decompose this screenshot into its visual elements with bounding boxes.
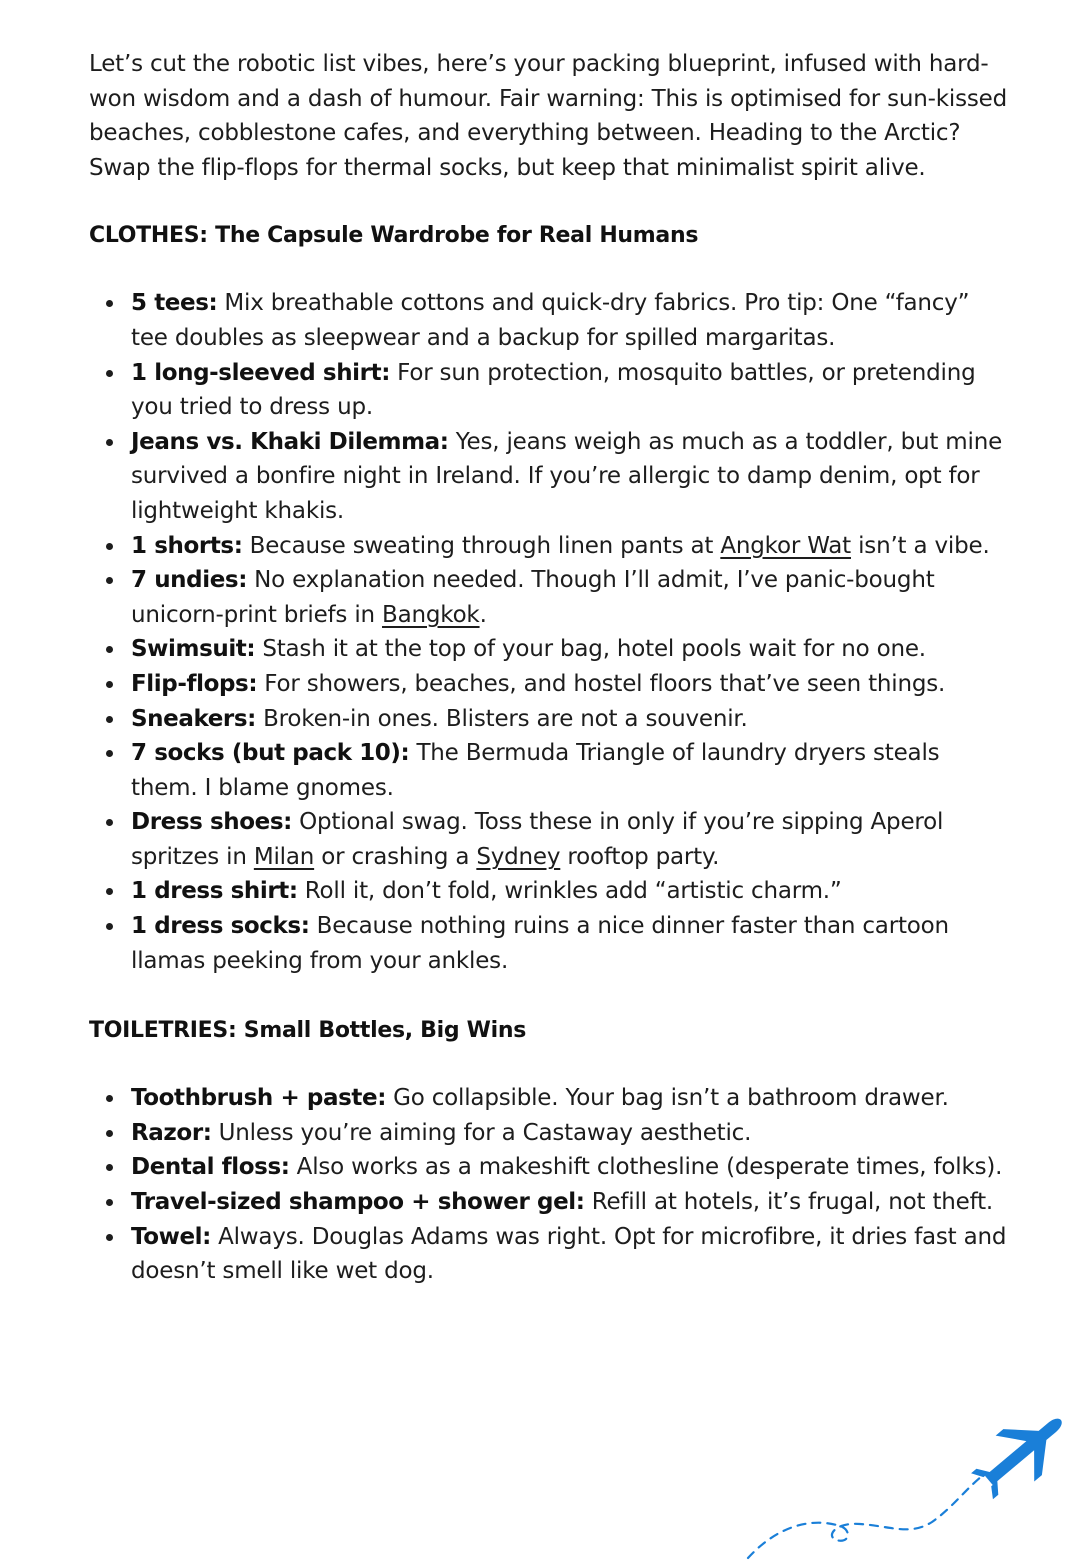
list-item	[131, 702, 1009, 737]
list-item	[131, 736, 1009, 805]
item-text: For sun protection, mosquito battles, or pretending you tried to dress up.	[131, 359, 976, 421]
list-item	[131, 1150, 1009, 1185]
item-label: Razor:	[131, 1119, 212, 1146]
item-text: Stash it at the top of your bag, hotel pools wait for no one.	[255, 636, 926, 663]
item-text: Optional swag. Toss these in only if you’re sipping Aperol spritzes in	[131, 809, 944, 870]
list-item	[131, 1081, 1009, 1116]
list-item	[131, 563, 1009, 632]
item-label: Dental floss:	[131, 1154, 290, 1181]
item-text: Always. Douglas Adams was right. Opt for microfibre, it dries fast and doesn’t smell like wet dog.	[131, 1223, 1007, 1285]
clothes-list	[89, 286, 1009, 978]
item-text: No explanation needed. Though I’ll admit, I’ve panic-bought unicorn-print briefs in	[131, 567, 935, 628]
item-text: Mix breathable cottons and quick-dry fabrics. Pro tip: One “fancy” tee doubles as sleepwear and a backup for spilled margaritas.	[131, 290, 970, 351]
item-label: Jeans vs. Khaki Dilemma:	[131, 428, 449, 455]
item-text: Also works as a makeshift clothesline (desperate times, folks).	[289, 1154, 1003, 1181]
item-label: 7 undies:	[131, 567, 247, 594]
angkor-wat-link[interactable]: Angkor Wat	[720, 532, 851, 559]
list-item	[131, 632, 1009, 667]
item-label: 1 shorts:	[131, 532, 243, 559]
bangkok-link[interactable]: Bangkok	[382, 601, 480, 628]
item-text: .	[479, 601, 487, 628]
item-label: Dress shoes:	[131, 809, 292, 836]
dashed-flight-path	[748, 1476, 982, 1558]
toiletries-heading: TOILETRIES: Small Bottles, Big Wins	[89, 1018, 527, 1044]
airplane-decoration	[740, 1418, 1080, 1561]
list-item	[131, 286, 1009, 355]
list-item	[131, 356, 1009, 425]
item-label: Swimsuit:	[131, 636, 256, 663]
item-label: Sneakers:	[131, 705, 256, 732]
list-item	[131, 667, 1009, 702]
list-item	[131, 529, 1009, 564]
list-item	[131, 805, 1009, 874]
item-label: 1 dress shirt:	[131, 878, 298, 905]
item-label: 1 dress socks:	[131, 913, 310, 940]
item-text: Roll it, don’t fold, wrinkles add “artistic charm.”	[297, 878, 842, 905]
toiletries-list	[89, 1081, 1009, 1289]
item-text: Because nothing ruins a nice dinner faster than cartoon llamas peeking from your ankles.	[131, 913, 949, 974]
item-text: or crashing a	[314, 843, 477, 870]
item-text: Unless you’re aiming for a Castaway aesthetic.	[211, 1119, 752, 1146]
list-item	[131, 874, 1009, 909]
item-text: For showers, beaches, and hostel floors that’ve seen things.	[257, 670, 946, 697]
item-label: Flip-flops:	[131, 670, 258, 697]
item-text: isn’t a vibe.	[850, 532, 990, 559]
item-text: The Bermuda Triangle of laundry dryers steals them. I blame gnomes.	[131, 740, 940, 801]
article	[89, 47, 1009, 1289]
milan-link[interactable]: Milan	[253, 843, 315, 870]
item-text: Go collapsible. Your bag isn’t a bathroom drawer.	[386, 1085, 949, 1112]
list-item	[131, 425, 1009, 529]
item-label: 7 socks (but pack 10):	[131, 740, 410, 767]
airplane-icon	[963, 1418, 1080, 1509]
sydney-link[interactable]: Sydney	[476, 843, 561, 870]
list-item	[131, 1116, 1009, 1151]
item-text: Because sweating through linen pants at	[242, 532, 721, 559]
list-item	[131, 1185, 1009, 1220]
item-text: rooftop party.	[560, 843, 720, 870]
clothes-heading: CLOTHES: The Capsule Wardrobe for Real Humans	[89, 223, 699, 249]
item-text: Broken-in ones. Blisters are not a souvenir.	[255, 705, 748, 732]
item-label: Travel-sized shampoo + shower gel:	[131, 1189, 585, 1216]
intro-paragraph: Let’s cut the robotic list vibes, here’s your packing blueprint, infused with hard-won wisdom and a dash of humour. Fair warning: This is optimised for sun-kissed beaches, cobblestone cafes, and everything between. Heading to the Arctic? Swap the flip-flops for thermal socks, but keep that minimalist spirit alive.	[89, 51, 1007, 181]
list-item	[131, 909, 1009, 978]
item-label: Towel:	[131, 1223, 211, 1250]
item-label: 1 long-sleeved shirt:	[131, 359, 390, 386]
item-label: 5 tees:	[131, 290, 218, 317]
list-item	[131, 1220, 1009, 1289]
item-text: Yes, jeans weigh as much as a toddler, but mine survived a bonfire night in Ireland. If you’re allergic to damp denim, opt for lightweight khakis.	[131, 428, 1003, 524]
item-label: Toothbrush + paste:	[131, 1085, 387, 1112]
item-text: Refill at hotels, it’s frugal, not theft.	[584, 1189, 994, 1216]
